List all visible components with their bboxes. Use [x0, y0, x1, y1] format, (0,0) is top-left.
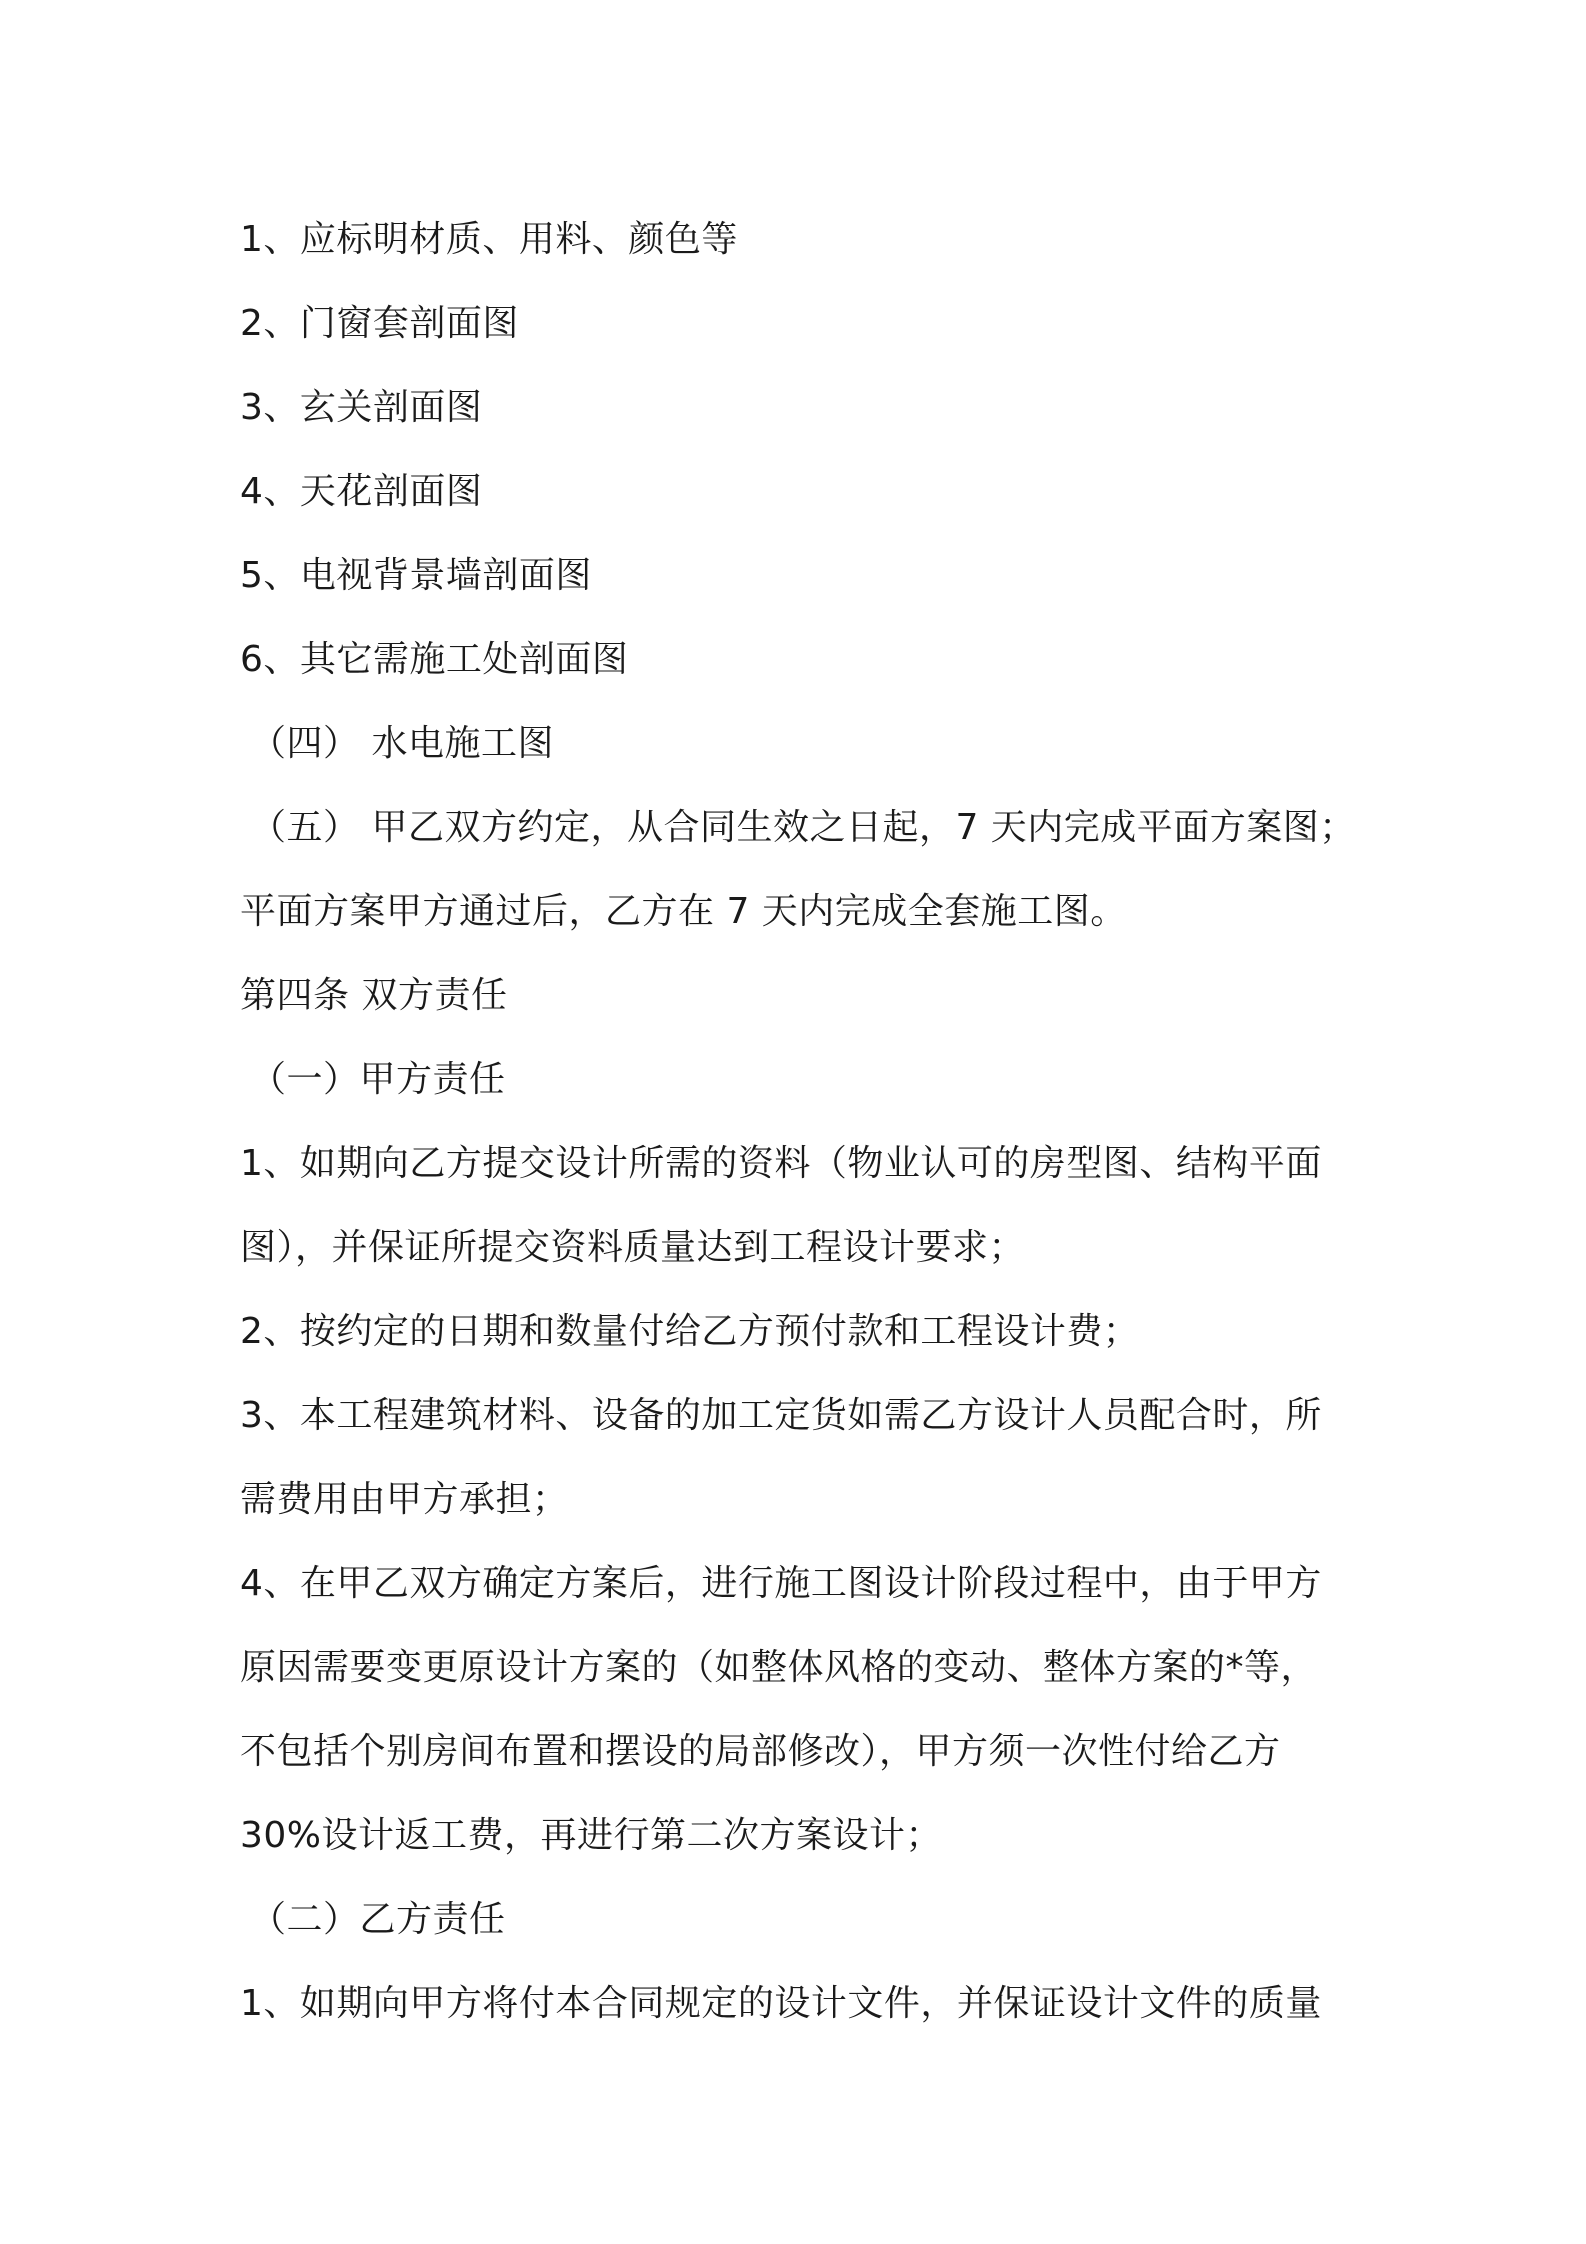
text-line: 1、应标明材质、用料、颜色等: [240, 219, 738, 260]
text-line: 30%设计返工费，再进行第二次方案设计；: [240, 1815, 943, 1856]
text-line: 3、本工程建筑材料、设备的加工定货如需乙方设计人员配合时，所: [240, 1395, 1322, 1436]
article-heading: 第四条 双方责任: [240, 975, 508, 1016]
text-line: 平面方案甲方通过后，乙方在 7 天内完成全套施工图。: [240, 891, 1127, 932]
text-line: （五） 甲乙双方约定，从合同生效之日起，7 天内完成平面方案图；: [250, 807, 1356, 848]
text-line: 3、玄关剖面图: [240, 387, 483, 428]
text-line: 1、如期向乙方提交设计所需的资料（物业认可的房型图、结构平面: [240, 1143, 1322, 1184]
text-line: 1、如期向甲方将付本合同规定的设计文件，并保证设计文件的质量: [240, 1983, 1322, 2024]
text-line: 4、天花剖面图: [240, 471, 483, 512]
text-line: 4、在甲乙双方确定方案后，进行施工图设计阶段过程中，由于甲方: [240, 1563, 1322, 1604]
section-heading: （四） 水电施工图: [250, 723, 554, 764]
text-line: 5、电视背景墙剖面图: [240, 555, 592, 596]
text-line: 图），并保证所提交资料质量达到工程设计要求；: [240, 1227, 1026, 1268]
section-heading: （二）乙方责任: [250, 1899, 506, 1940]
document-body: [240, 198, 1360, 2046]
text-line: 2、门窗套剖面图: [240, 303, 519, 344]
text-line: 需费用由甲方承担；: [240, 1479, 569, 1520]
section-heading: （一）甲方责任: [250, 1059, 506, 1100]
text-line: 不包括个别房间布置和摆设的局部修改），甲方须一次性付给乙方: [240, 1731, 1281, 1772]
text-line: 原因需要变更原设计方案的（如整体风格的变动、整体方案的*等，: [240, 1647, 1318, 1688]
text-line: 6、其它需施工处剖面图: [240, 639, 629, 680]
text-line: 2、按约定的日期和数量付给乙方预付款和工程设计费；: [240, 1311, 1140, 1352]
